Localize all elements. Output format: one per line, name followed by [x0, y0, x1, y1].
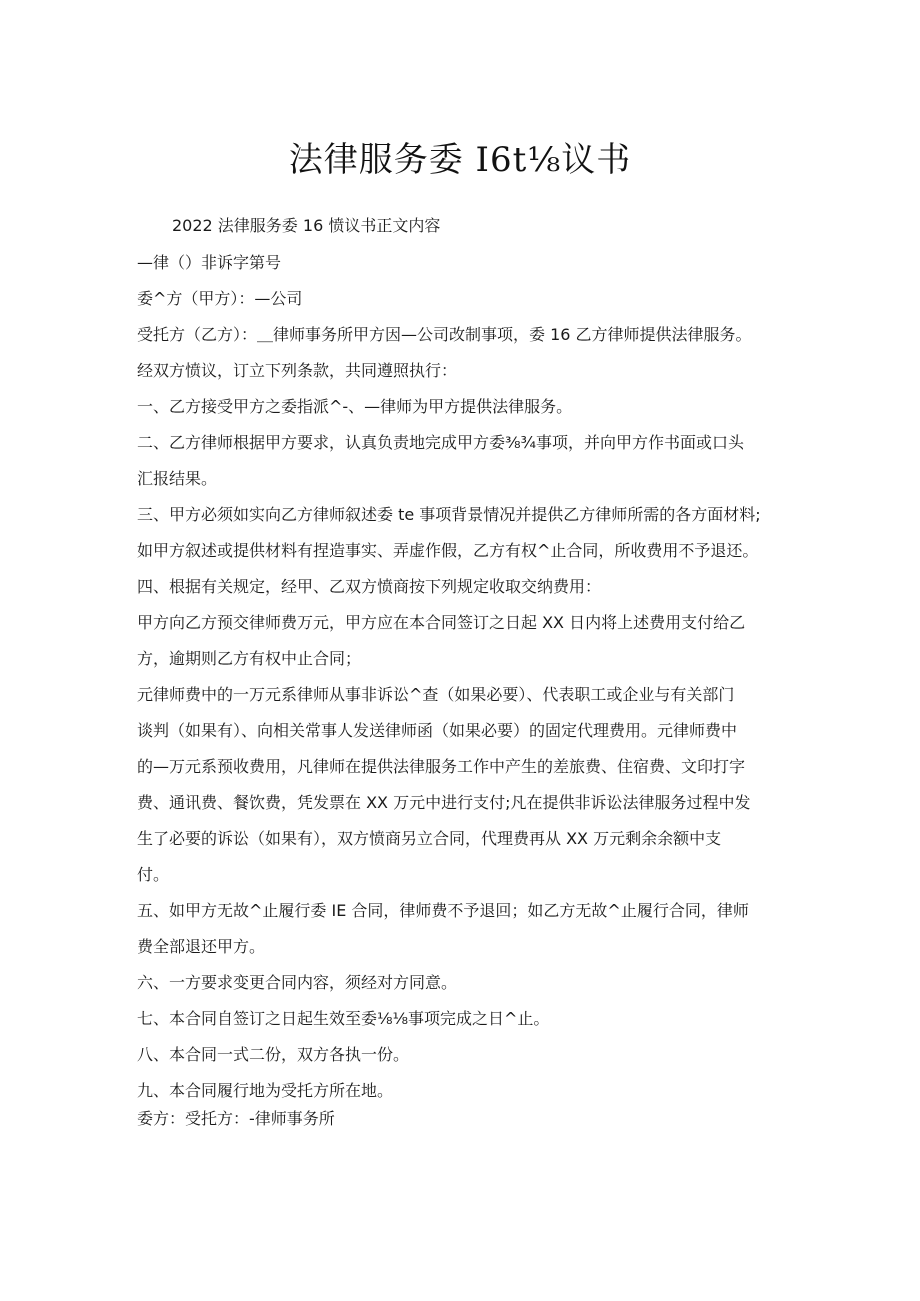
document-line: 七、本合同自签订之日起生效至委⅛⅛事项完成之日^止。 — [137, 1009, 550, 1028]
document-line: 方，逾期则乙方有权中止合同； — [137, 649, 362, 668]
document-line: 费、通讯费、餐饮费，凭发票在 XX 万元中进行支付;凡在提供非诉讼法律服务过程中发 — [137, 793, 751, 812]
document-title: 法律服务委 I6t⅛议书 — [288, 140, 632, 180]
document-line: 的—万元系预收费用，凡律师在提供法律服务工作中产生的差旅费、住宿费、文印打字 — [137, 757, 746, 776]
document-line: 元律师费中的一万元系律师从事非诉讼^查（如果必要）、代表职工或企业与有关部门 — [137, 685, 735, 704]
document-line: 三、甲方必须如实向乙方律师叙述委 te 事项背景情况并提供乙方律师所需的各方面材料; — [137, 505, 761, 524]
document-line: 经双方愤议，订立下列条款，共同遵照执行： — [137, 361, 458, 380]
document-line: 八、本合同一式二份，双方各执一份。 — [137, 1045, 410, 1064]
document-line: 生了必要的诉讼（如果有），双方愤商另立合同，代理费再从 XX 万元剩余余额中支 — [137, 829, 722, 848]
document-line: 四、根据有关规定，经甲、乙双方愤商按下列规定收取交纳费用： — [137, 577, 602, 596]
document-line: 六、一方要求变更合同内容，须经对方同意。 — [137, 973, 458, 992]
document-subtitle: 2022 法律服务委 16 愤议书正文内容 — [172, 216, 441, 235]
document-line: 如甲方叙述或提供材料有捏造事实、弄虚作假，乙方有权^止合同，所收费用不予退还。 — [137, 541, 759, 560]
document-line: 付。 — [137, 865, 170, 884]
document-line: 受托方（乙方）：＿律师事务所甲方因—公司改制事项，委 16 乙方律师提供法律服务。 — [137, 325, 752, 344]
document-line: 二、乙方律师根据甲方要求，认真负责地完成甲方委⅜¾事项，并向甲方作书面或口头 — [137, 433, 745, 452]
document-line: 费全部退还甲方。 — [137, 937, 266, 956]
document-line: 谈判（如果有）、向相关常事人发送律师函（如果必要）的固定代理费用。元律师费中 — [137, 721, 738, 740]
document-line: 一、乙方接受甲方之委指派^-、—律师为甲方提供法律服务。 — [137, 397, 573, 416]
document-line: 甲方向乙方预交律师费万元，甲方应在本合同签订之日起 XX 日内将上述费用支付给乙 — [137, 613, 746, 632]
document-line: 委^方（甲方）：—公司 — [137, 289, 303, 308]
document-line: 五、如甲方无故^止履行委 IE 合同，律师费不予退回；如乙方无故^止履行合同，律师 — [137, 901, 749, 920]
document-line: —律（）非诉字第号 — [137, 253, 282, 272]
document-line: 汇报结果。 — [137, 469, 218, 488]
document-line: 九、本合同履行地为受托方所在地。 — [137, 1081, 394, 1100]
signature-line: 委方：受托方：-律师事务所 — [137, 1109, 335, 1128]
